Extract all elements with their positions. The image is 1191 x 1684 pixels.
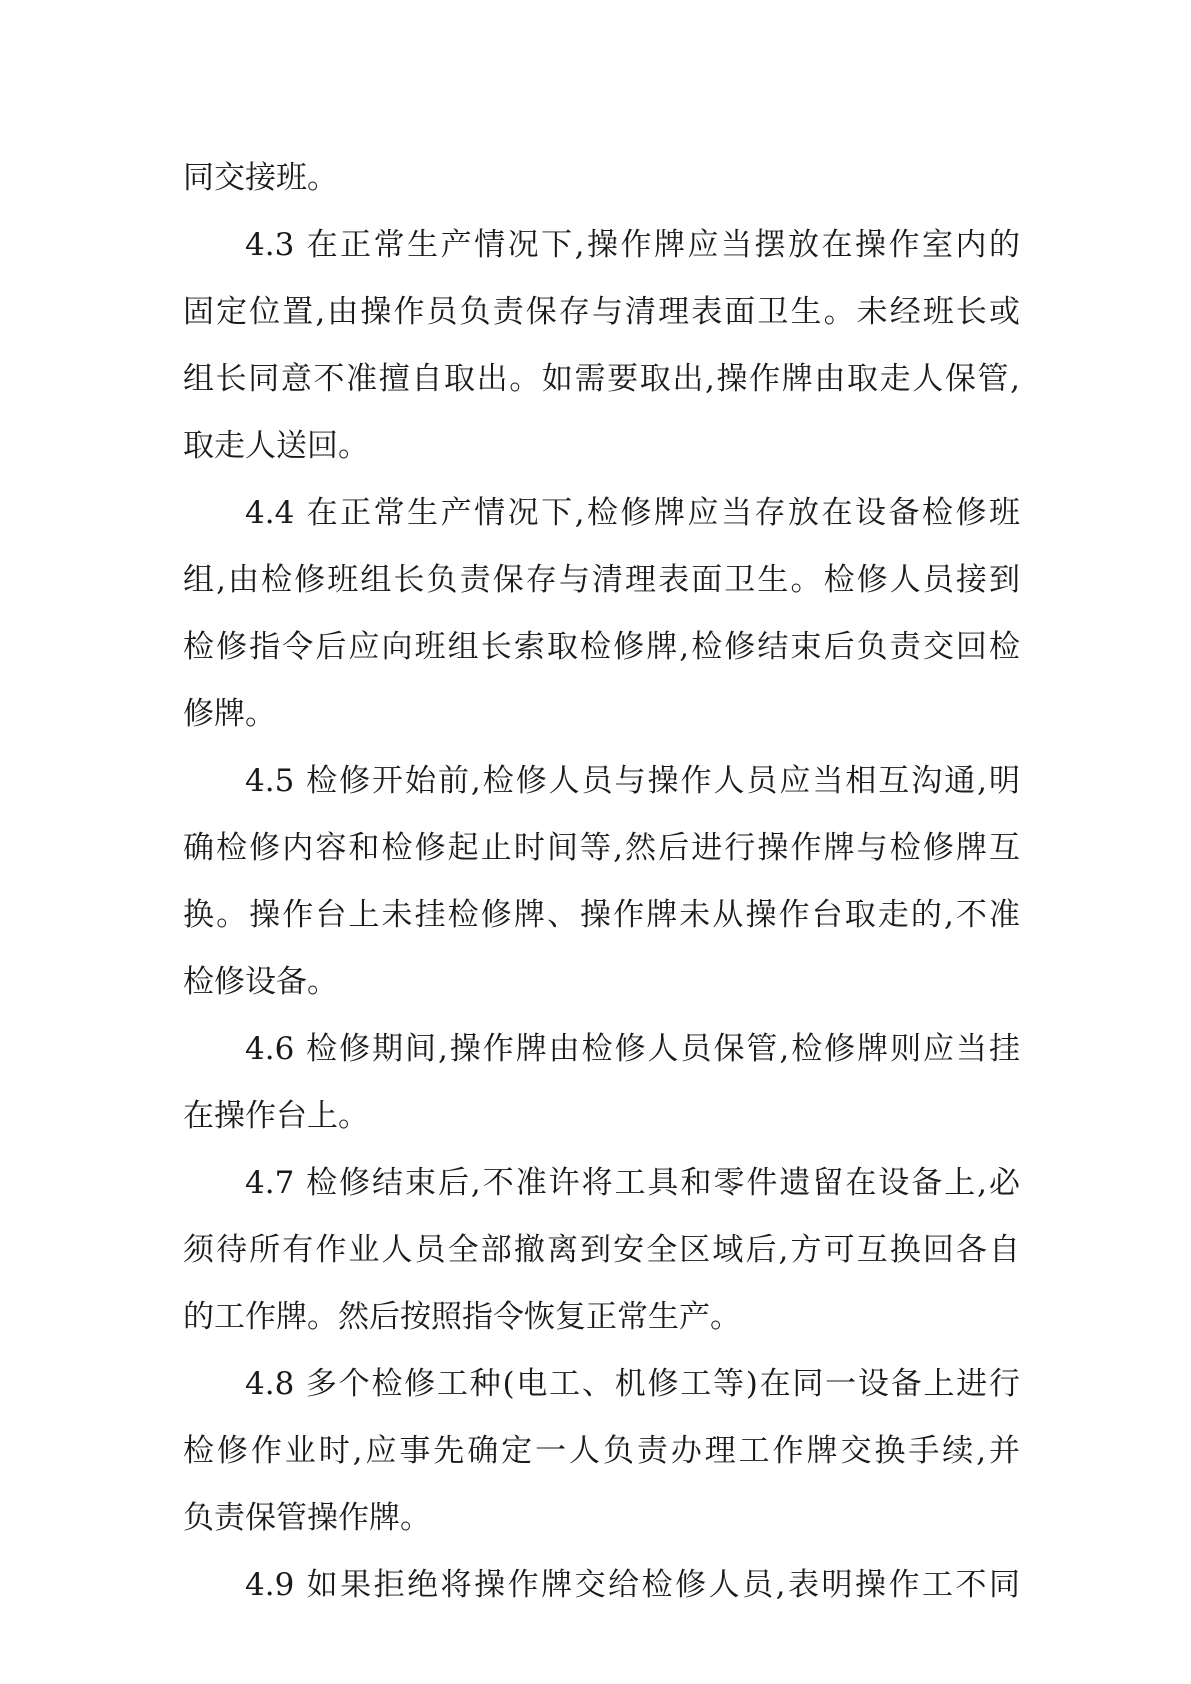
body-text <box>183 145 1020 1619</box>
paragraph-4-6-first-line: 4.6 检修期间,操作牌由检修人员保管,检修牌则应当挂 <box>245 1031 1020 1067</box>
text-line: 组长同意不准擅自取出。如需要取出,操作牌由取走人保管, <box>183 361 1020 397</box>
paragraph-4-5-first-line: 4.5 检修开始前,检修人员与操作人员应当相互沟通,明 <box>245 763 1020 799</box>
text-line: 检修作业时,应事先确定一人负责办理工作牌交换手续,并 <box>183 1433 1020 1469</box>
paragraph-4-3-first-line: 4.3 在正常生产情况下,操作牌应当摆放在操作室内的 <box>245 227 1020 263</box>
text-line: 修牌。 <box>183 696 276 732</box>
paragraph-4-7-first-line: 4.7 检修结束后,不准许将工具和零件遗留在设备上,必 <box>245 1165 1020 1201</box>
text-line: 在操作台上。 <box>183 1098 369 1134</box>
text-line: 取走人送回。 <box>183 428 369 464</box>
text-line: 组,由检修班组长负责保存与清理表面卫生。检修人员接到 <box>183 562 1020 598</box>
text-line: 固定位置,由操作员负责保存与清理表面卫生。未经班长或 <box>183 294 1020 330</box>
paragraph-4-9-first-line: 4.9 如果拒绝将操作牌交给检修人员,表明操作工不同 <box>245 1567 1020 1603</box>
text-line: 检修指令后应向班组长索取检修牌,检修结束后负责交回检 <box>183 629 1020 665</box>
text-line: 换。操作台上未挂检修牌、操作牌未从操作台取走的,不准 <box>183 897 1020 933</box>
paragraph-4-8-first-line: 4.8 多个检修工种(电工、机修工等)在同一设备上进行 <box>245 1366 1020 1402</box>
text-line: 检修设备。 <box>183 964 338 1000</box>
text-line: 确检修内容和检修起止时间等,然后进行操作牌与检修牌互 <box>183 830 1020 866</box>
paragraph-4-4-first-line: 4.4 在正常生产情况下,检修牌应当存放在设备检修班 <box>245 495 1020 531</box>
text-line: 须待所有作业人员全部撤离到安全区域后,方可互换回各自 <box>183 1232 1020 1268</box>
text-line: 的工作牌。然后按照指令恢复正常生产。 <box>183 1299 741 1335</box>
text-line: 负责保管操作牌。 <box>183 1500 431 1536</box>
text-line: 同交接班。 <box>183 160 338 196</box>
